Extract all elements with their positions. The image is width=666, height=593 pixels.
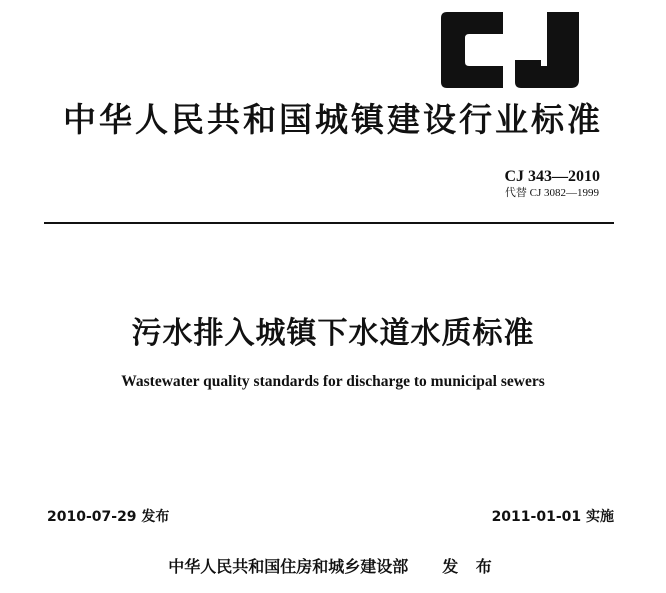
document-title-english: Wastewater quality standards for discharge to municipal sewers: [121, 373, 545, 390]
implementation-date: 2011-01-01 实施: [491, 509, 614, 525]
cj-logo: [437, 12, 583, 88]
publisher-name: 中华人民共和国住房和城乡建设部: [168, 557, 409, 576]
publish-action: 发 布: [442, 557, 498, 576]
document-title-chinese: 污水排入城镇下水道水质标准: [131, 316, 535, 351]
standard-code: CJ 343—2010: [504, 168, 600, 185]
replaced-standard: 代替 CJ 3082—1999: [504, 187, 599, 199]
header-divider: [44, 222, 614, 224]
issue-date: 2010-07-29 发布: [47, 509, 170, 525]
logo-letter-j: [515, 12, 579, 88]
logo-letter-c: [441, 12, 503, 88]
publisher-line: [0, 556, 666, 578]
ministry-title: 中华人民共和国城镇建设行业标准: [63, 100, 603, 139]
